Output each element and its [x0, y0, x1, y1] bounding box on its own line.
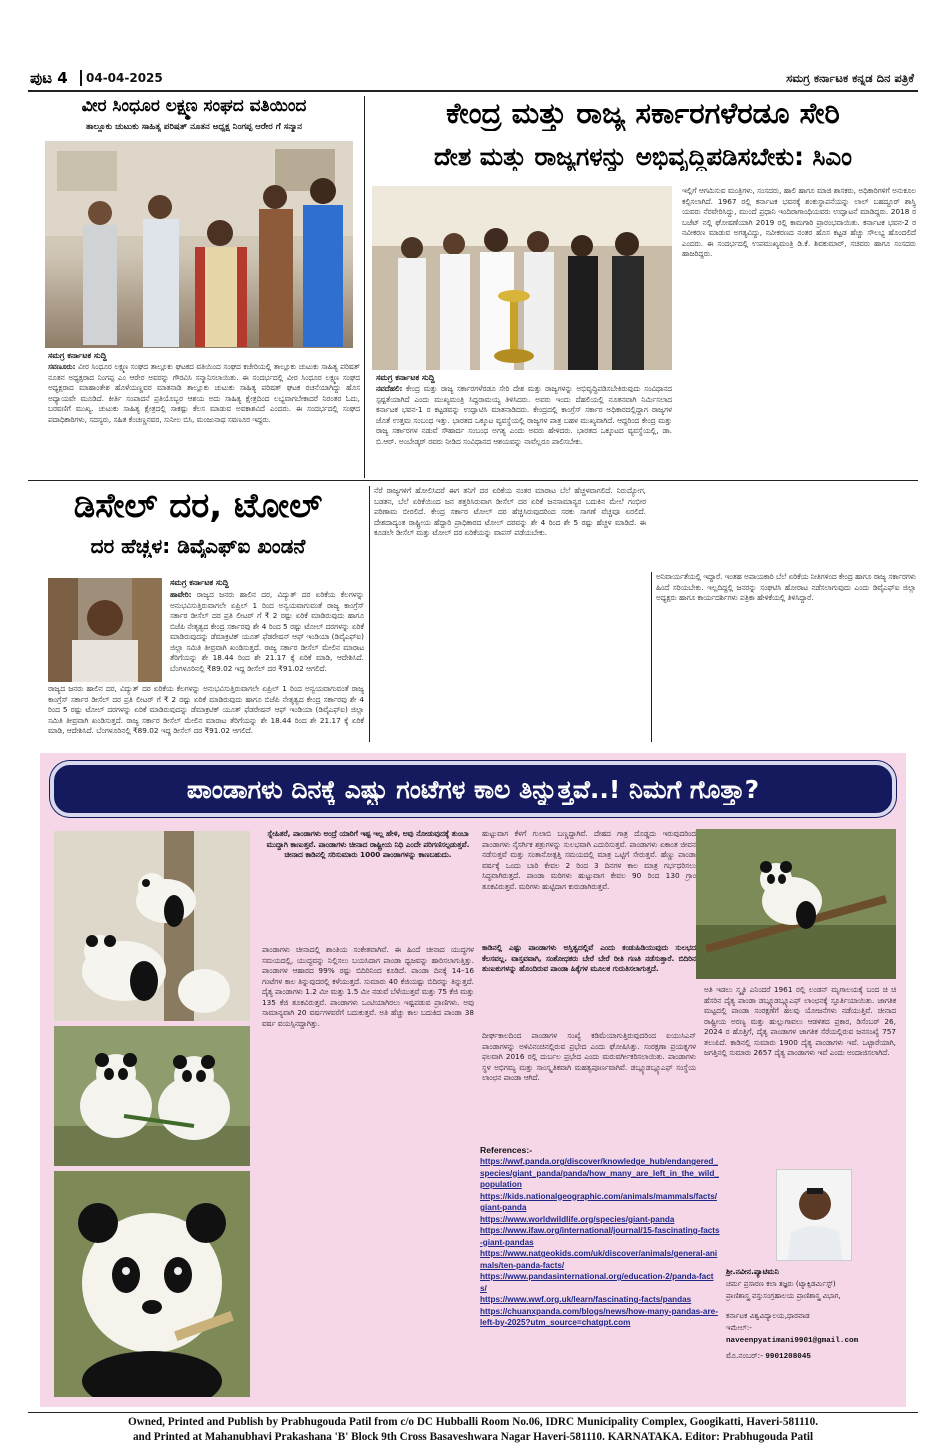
feature-col1-body: ಪಾಂಡಾಗಳು ಚೀನಾದಲ್ಲಿ ಶಾಂತಿಯ ಸಂಕೇತವಾಗಿವೆ. ಈ ಹಿಂದೆ ಚೀನಾದ ಯುದ್ಧಗಳ ಸಮಯದಲ್ಲಿ, ಯುದ್ಧವನ್ನು ನಿಲ್ಲಿಸಲು ಬಯಸಿದಾಗ ಪಾಂಡಾ ಧ್ವಜವನ್ನು ಹಾರಿಸಲಾಗುತ್ತಿತ್ತು. ಪಾಂಡಾಗಳ ಆಹಾರದ 99% ರಷ್ಟು ಬಿದಿರಿನಿಂದ ಕೂಡಿದೆ. ಪಾಂಡಾ ದಿನಕ್ಕೆ 14–16 ಗಂಟೆಗಳ ಕಾಲ ತಿನ್ನುವುದರಲ್ಲಿ ಕಳೆಯುತ್ತದೆ. ಸುಮಾರು 40 ಕೆಜಿಯಷ್ಟು ಬಿದಿರನ್ನು ತಿನ್ನುತ್ತದೆ. ದೈತ್ಯ ಪಾಂಡಾಗಳು 1.2 ಮೀ ಮತ್ತು 1.5 ಮೀ ನಡುವೆ ಬೆಳೆಯುತ್ತವೆ ಮತ್ತು 75 ಕೆಜಿ ಮತ್ತು 135 ಕೆಜಿ ತೂಕವಿರುತ್ತವೆ. ಪಾಂಡಾಗಳು ಒಂಟಿಯಾಗಿರಲು ಇಷ್ಟಪಡುವ ಪ್ರಾಣಿಗಳು. ಅವು ಸಾಮಾನ್ಯವಾಗಿ 20 ವರ್ಷಗಳವರೆಗೆ ಬದುಕುತ್ತವೆ. ಅತಿ ಹೆಚ್ಚು ಕಾಲ ಬದುಕಿದ ಪಾಂಡಾ 38 ವರ್ಷ ವಯಸ್ಸಿನದ್ದಾಗಿತ್ತು. — [262, 945, 474, 1028]
story3-headline-1: ಡಿಸೇಲ್ ದರ, ಟೋಲ್ — [73, 486, 323, 526]
story1-dateline: ಸವಣೂರು: — [48, 362, 76, 371]
feature-col2-body2-wrap — [482, 1031, 696, 1141]
feature-col2-body1: ಹುಟ್ಟುವಾಗ ಕೆಳಗೆ ಗುಲಾಬಿ ಬಣ್ಣದ್ದಾಗಿವೆ. ದೇಹದ ಗಾತ್ರ ದೊಡ್ಡದು ಇರುವುದರಿಂದ ಪಾಂಡಾಗಳು ನೈಸರ್ಗಿಕ ಶತ್ರುಗಳನ್ನು ಸುಲಭವಾಗಿ ಎದುರಿಸುತ್ತವೆ. ಪಾಂಡಾಗಳು ಏಕಾಂತ ಜೀವನ ನಡೆಸುತ್ತವೆ ಮತ್ತು ಸಂತಾನೋತ್ಪತ್ತಿ ಸಮಯದಲ್ಲಿ ಮಾತ್ರ ಒಟ್ಟಿಗೆ ಸೇರುತ್ತವೆ. ಹೆಣ್ಣು ಪಾಂಡಾ ವರ್ಷಕ್ಕೆ ಒಂದು ಬಾರಿ ಕೇವಲ 2 ರಿಂದ 3 ದಿನಗಳ ಕಾಲ ಮಾತ್ರ ಗರ್ಭಧರಿಸಲು ಸಿದ್ಧವಾಗಿರುತ್ತದೆ. ಪಾಂಡಾ ಮರಿಗಳು ಹುಟ್ಟುವಾಗ ಕೇವಲ 90 ರಿಂದ 130 ಗ್ರಾಂ ತೂಕವಿರುತ್ತವೆ. ಮರಿಗಳು ಹುಟ್ಟಿದಾಗ ಕುರುಡಾಗಿರುತ್ತವೆ. — [482, 829, 696, 891]
feature-col2-body1-wrap — [482, 829, 696, 939]
author-phone-label: ಮೊ.ನಂಬರ್:- — [726, 1351, 763, 1360]
story2-body-left: ಕೇಂದ್ರ ಮತ್ತು ರಾಜ್ಯ ಸರ್ಕಾರಗಳೆರಡೂ ಸೇರಿ ದೇಶ ಮತ್ತು ರಾಜ್ಯಗಳನ್ನು ಅಭಿವೃದ್ಧಿಪಡಿಸಬೇಕಿರುವುದು ಸಂವಿಧಾನದ ಸ್ಪಷ್ಟತೆಯಾಗಿದೆ ಎಂದು ಮುಖ್ಯಮಂತ್ರಿ ಸಿದ್ದರಾಮಯ್ಯ ತಿಳಿಸಿದರು. ಅವರು ಇಂದು ದೆಹಲಿಯಲ್ಲಿ ನೂತನವಾಗಿ ನಿರ್ಮಿಸಲಾದ ಕರ್ನಾಟಕ ಭವನ-1 ರ ಕಟ್ಟಡವನ್ನು ಉದ್ಘಾಟಿಸಿ ಮಾತನಾಡಿದರು. ಕೇಂದ್ರದಲ್ಲಿ ಕಾಂಗ್ರೆಸ್ ಸರ್ಕಾರ ಅಧಿಕಾರದಲ್ಲಿದ್ದಾಗ ರಾಜ್ಯಗಳ ಜೊತೆ ಉತ್ತಮ ಸಂಬಂಧ ಇತ್ತು. ಭಾರತದ ಒಕ್ಕೂಟ ವ್ಯವಸ್ಥೆಯಲ್ಲಿ ರಾಜ್ಯಗಳ ಪಾತ್ರ ಬಹಳ ಮುಖ್ಯವಾಗಿದೆ. ಆದ್ದರಿಂದ ಕೇಂದ್ರ ಮತ್ತು ರಾಜ್ಯ ಸರ್ಕಾರಗಳ ನಡುವೆ ಸೌಹಾರ್ದ ಸಂಬಂಧ ಅಗತ್ಯ ಎಂದು ಅವರು ಹೇಳಿದರು. ಭಾರತದ ಒಕ್ಕೂಟದ ವ್ಯವಸ್ಥೆಯಲ್ಲಿ, ಡಾ. ಬಿ.ಆರ್. ಅಂಬೇಡ್ಕರ್ ರವರು ನೀಡಿದ ಸಂವಿಧಾನದ ಆಶಯವನ್ನು ನಾವೆಲ್ಲರೂ ಪಾಲಿಸಬೇಕು. — [376, 384, 672, 446]
story3-dateline: ಹಾವೇರಿ: — [170, 590, 192, 599]
story3-col2-wrap — [374, 486, 646, 742]
issue-date: 04-04-2025 — [86, 71, 163, 85]
portrait-illustration — [48, 578, 162, 682]
story1-byline: ಸಮಗ್ರ ಕರ್ನಾಟಕ ಸುದ್ದಿ — [48, 351, 107, 360]
reference-link[interactable]: https://www.worldwildlife.org/species/giant-panda — [480, 1214, 675, 1224]
story2-headline-1: ಕೇಂದ್ರ ಮತ್ತು ರಾಜ್ಯ ಸರ್ಕಾರಗಳೆರಡೂ ಸೇರಿ — [446, 96, 840, 130]
story3-body-col3: ಅನಿವಾರ್ಯತೆಯಲ್ಲಿ ಇದ್ದಾರೆ. ಇಂತಹ ಅಪಾಯಕಾರಿ ಬೆಲೆ ಏರಿಕೆಯ ನೀತಿಗಳಿಂದ ಕೇಂದ್ರ ಹಾಗೂ ರಾಜ್ಯ ಸರ್ಕಾರಗಳು ಹಿಂದೆ ಸರಿಯಬೇಕು. ಇಲ್ಲದಿದ್ದಲ್ಲಿ ಜನರನ್ನು ಸಂಘಟಿಸಿ ಹೋರಾಟ ನಡೆಸಲಾಗುವುದು ಎಂದು ಡಿವೈಎಫ್‌ಐ ಜಿಲ್ಲಾ ಅಧ್ಯಕ್ಷರು ಹಾಗೂ ಕಾರ್ಯದರ್ಶಿಗಳು ಪತ್ರಿಕಾ ಹೇಳಿಕೆಯಲ್ಲಿ ತಿಳಿಸಿದ್ದಾರೆ. — [656, 572, 916, 602]
lamp-lighting-illustration — [372, 186, 672, 370]
masthead-rule — [28, 90, 918, 92]
story3-byline: ಸಮಗ್ರ ಕರ್ನಾಟಕ ಸುದ್ದಿ — [170, 578, 229, 587]
panda-photo-cub — [696, 829, 896, 979]
feature-col2-body2: ದೀರ್ಘಕಾಲದಿಂದ ಪಾಂಡಾಗಳ ಸಂಖ್ಯೆ ಕಡಿಮೆಯಾಗುತ್ತಿರುವುದರಿಂದ ಐಯುಸಿಎನ್ ಪಾಂಡಾಗಳನ್ನು ಅಳಿವಿನಂಚಿನಲ್ಲಿರುವ ಪ್ರಭೇದ ಎಂದು ಘೋಷಿಸಿತ್ತು. ಸಂರಕ್ಷಣಾ ಪ್ರಯತ್ನಗಳ ಫಲವಾಗಿ 2016 ರಲ್ಲಿ ದುರ್ಬಲ ಪ್ರಭೇದ ಎಂದು ಮರುವರ್ಗೀಕರಿಸಲಾಯಿತು. ಪಾಂಡಾಗಳು ಸ್ಥಳ ಅಭಿಗಮ್ಯ ಮತ್ತು ಸಾಂಸ್ಕೃತಿಕವಾಗಿ ಮಹತ್ವಪೂರ್ಣವಾಗಿವೆ. ಡಬ್ಲ್ಯೂಡಬ್ಲ್ಯೂಎಫ್ ಸಂಸ್ಥೆಯ ಲಾಂಛನ ಪಾಂಡಾ ಆಗಿದೆ. — [482, 1031, 696, 1082]
author-photo — [776, 1169, 852, 1261]
story2-headline-2: ದೇಶ ಮತ್ತು ರಾಜ್ಯಗಳನ್ನು ಅಭಿವೃದ್ಧಿಪಡಿಸಬೇಕು: ಸಿಎಂ — [433, 142, 852, 171]
feature-col1-lead-wrap — [262, 829, 474, 941]
story3-col3-wrap — [656, 572, 916, 742]
story1-photo — [45, 141, 353, 348]
story2-photo — [372, 186, 672, 370]
author-name: ಶ್ರೀ.ನವೀನ.ಪ್ಯಾಟಿಮನಿ — [726, 1267, 779, 1276]
story2-body-left-wrap — [376, 384, 672, 476]
panda-photo-bamboo — [54, 1026, 250, 1166]
section-rule — [28, 480, 918, 481]
author-university: ಕರ್ನಾಟಕ ವಿಶ್ವವಿದ್ಯಾಲಯ,ಧಾರವಾಡ — [726, 1311, 810, 1320]
author-portrait-illustration — [777, 1170, 852, 1261]
panda-on-tree-illustration — [54, 831, 250, 1021]
reference-link[interactable]: https://www.wwf.org.uk/learn/fascinating-facts/pandas — [480, 1295, 692, 1304]
feature-col1-lead: ಸ್ನೇಹಿತರೆ, ಪಾಂಡಾಗಳು ಅಂದ್ರೆ ಯಾರಿಗೆ ಇಷ್ಟ ಇಲ್ಲ ಹೇಳಿ, ಅವು ನೋಡುವುದಕ್ಕೆ ತುಂಬಾ ಮುದ್ದಾಗಿ ಕಾಣುತ್ತವೆ. ಪಾಂಡಾಗಳು ಚೀನಾದ ರಾಷ್ಟ್ರೀಯ ನಿಧಿ ಎಂದೇ ಪರಿಗಣಿಸಲ್ಪಡುತ್ತವೆ. ಚೀನಾದ ಕಾಡಿನಲ್ಲಿ ಸರಿಸುಮಾರು 1000 ಪಾಂಡಾಗಳನ್ನು ಕಾಣಬಹುದು. — [266, 829, 470, 859]
footer-rule — [28, 1412, 918, 1413]
page-label: ಪುಟ 4 — [30, 69, 68, 87]
panda-photo-closeup — [54, 1171, 250, 1397]
story3-col1-tail — [48, 684, 364, 742]
reference-link[interactable]: https://chuanxpanda.com/blogs/news/how-many-pandas-are-left-by-2025?utm_source=chatgpt.com — [480, 1306, 718, 1327]
story2-body-right: ಇಲ್ಲಿಗೆ ಆಗಮಿಸುವ ಮಂತ್ರಿಗಳು, ಸಂಸದರು, ಹಾಲಿ ಹಾಗೂ ಮಾಜಿ ಶಾಸಕರು, ಅಧಿಕಾರಿಗಳಿಗೆ ಅನುಕೂಲ ಕಲ್ಪಿಸಲಾಗಿದೆ. 1967 ರಲ್ಲಿ ಕರ್ನಾಟಕ ಭವನಕ್ಕೆ ಶಂಕುಸ್ಥಾಪನೆಯನ್ನು ಲಾಲ್ ಬಹದ್ದೂರ್ ಶಾಸ್ತ್ರಿ ಯವರು ನೆರವೇರಿಸಿದ್ದು, ಮುಂದೆ ಪ್ರಧಾನಿ ಇಂದಿರಾಗಾಂಧಿಯವರು ಉದ್ಘಾಟನೆ ಮಾಡಿದ್ದರು. 2018 ರ ಬಜೆಟ್ ನಲ್ಲಿ ಘೋಷಣೆಯಾಗಿ 2019 ರಲ್ಲಿ ಕಾಮಗಾರಿ ಪ್ರಾರಂಭವಾಯಿತು. ಕರ್ನಾಟಕ ಭವನ-2 ರ ನವೀಕರಣ ಮಾಡುವ ಅಗತ್ಯವಿದ್ದು, ನವೀಕರಣದ ನಂತರ ಹೊಸ ಕಟ್ಟಡ ಹೆಚ್ಚು ಸೌಲಭ್ಯ ಹೊಂದಲಿದೆ ಎಂದರು. ಈ ಸಂದರ್ಭದಲ್ಲಿ ಉಪಮುಖ್ಯಮಂತ್ರಿ ಡಿ.ಕೆ. ಶಿವಕುಮಾರ್, ಸಚಿವರು ಹಾಗೂ ಸಂಸದರು ಹಾಜರಿದ್ದರು. — [682, 186, 916, 258]
story1-body: ವೀರ ಸಿಂಧೂರ ಲಕ್ಷ್ಮಣ ಸಂಘದ ತಾಲ್ಲೂಕು ಘಟಕದ ವತಿಯಿಂದ ಸಂಘದ ಕಚೇರಿಯಲ್ಲಿ ತಾಲ್ಲೂಕು ಚುಟುಕು ಸಾಹಿತ್ಯ ಪರಿಷತ್ ನೂತನ ಅಧ್ಯಕ್ಷರಾದ ನಿಂಗಪ್ಪ ಎಂ ಆರೇರ ಅವರನ್ನು ಗೌರವಿಸಿ ಸನ್ಮಾನಿಸಲಾಯಿತು. ಈ ಸಂದರ್ಭದಲ್ಲಿ ವೀರ ಸಿಂಧೂರ ಲಕ್ಷ್ಮಣ ಸಂಘದ ಅಧ್ಯಕ್ಷರಾದ ಮಾಹಾಂತೇಶ ಹೊಳೆಯಣ್ಣವರ ಮಾತನಾಡಿ ತಾಲ್ಲೂಕು ಚುಟುಕು ಸಾಹಿತ್ಯ ಪರಿಷತ್ ಘಟಕ ರಚನೆಯಾಗಿದ್ದು ಹೊಸ ಅಧ್ಯಾಯವೇ ಮೂಡಿದೆ. ಕೀರ್ತಿ ಸಂಪಾದನೆ ಪ್ರತಿಯೊಬ್ಬರ ಆಶಯ ಅದು ಸಾಹಿತ್ಯ ಕ್ಷೇತ್ರದಿಂದ ಲಭ್ಯವಾಗಬೇಕಾದರೆ ನಿರಂತರ ಓದು, ಬರವಣಿಗೆ ಮುಖ್ಯ. ಚುಟುಕು ಸಾಹಿತ್ಯ ಕ್ಷೇತ್ರದಲ್ಲಿ ಸಾಕಷ್ಟು ಕೆಲಸ ಮಾಡುವ ಅವಕಾಶವಿದೆ ಎಂದರು. ಈ ಸಂದರ್ಭದಲ್ಲಿ ಸಂಘದ ಪದಾಧಿಕಾರಿಗಳು, ಸದಸ್ಯರು, ಸಹಿತ ಕೆಂಚಣ್ಣನವರ, ಸುನೀಲ ಬಿಸಿ, ಮಂಜುನಾಥ ಸವಣೂರ ಇದ್ದರು. — [48, 362, 360, 424]
feature-banner-title: ಪಾಂಡಾಗಳು ದಿನಕ್ಕೆ ಎಷ್ಟು ಗಂಟೆಗಳ ಕಾಲ ತಿನ್ನುತ್ತವೆ..! ನಿಮಗೆ ಗೊತ್ತಾ? — [186, 775, 760, 804]
feature-col3-body-wrap — [704, 985, 896, 1161]
author-dept: ಪ್ರಾಣಿಶಾಸ್ತ್ರ ವಸ್ತುಸಂಗ್ರಹಾಲಯ ಪ್ರಾಣಿಶಾಸ್ತ್ರ ವಿಭಾಗ, — [726, 1291, 841, 1300]
masthead-divider — [80, 70, 82, 86]
references-label: References:- — [480, 1145, 533, 1155]
masthead — [28, 68, 918, 88]
story3-body-col2: ನೆರೆ ರಾಜ್ಯಗಳಿಗೆ ಹೋಲಿಸಿದರೆ ಈಗ ತನಿಗೆ ದರ ಏರಿಕೆಯ ನಂತರ ಮಾರಾಟ ಬೆಲೆ ಹೆಚ್ಚಳವಾಗಲಿದೆ. ನಿರುದ್ಯೋಗ, ಬಡತನ, ಬೆಲೆ ಏರಿಕೆಯಿಂದ ಜನ ತತ್ತರಿಸಿರುವಾಗ ಡೀಸೆಲ್ ದರ ಏರಿಕೆ ಜನಸಾಮಾನ್ಯರ ಬದುಕಿನ ಮೇಲೆ ಗಂಭೀರ ಪರಿಣಾಮ ಬೀರಲಿದೆ. ಕೇಂದ್ರ ಸರ್ಕಾರ ಟೋಲ್ ದರ ಹೆಚ್ಚಿಸಿರುವುದರಿಂದ ಸರಕು ಸಾಗಣೆ ವೆಚ್ಚವೂ ಏರಲಿದೆ. ದೇಶದಾದ್ಯಂತ ರಾಷ್ಟ್ರೀಯ ಹೆದ್ದಾರಿ ಪ್ರಾಧಿಕಾರದ ಟೋಲ್ ದರವನ್ನು ಶೇ 4 ರಿಂದ ಶೇ 5 ರಷ್ಟು ಹೆಚ್ಚಳ ಮಾಡಿದೆ. ಈ ಕೂಡಲೇ ಡೀಸೆಲ್ ಮತ್ತು ಟೋಲ್ ದರ ಏರಿಕೆಯನ್ನು ವಾಪಸ್ ಪಡೆಯಬೇಕು. — [374, 486, 646, 537]
story-cm-karnataka-bhavan — [368, 94, 918, 478]
reference-link[interactable]: https://www.ifaw.org/international/journal/15-fascinating-facts-giant-pandas — [480, 1226, 720, 1247]
story1-subhead: ತಾಲ್ಲೂಕು ಚುಟುಕು ಸಾಹಿತ್ಯ ಪರಿಷತ್ ನೂತನ ಅಧ್ಯಕ್ಷ ನಿಂಗಪ್ಪ ಆರೇರ ಗೆ ಸನ್ಮಾನ — [85, 122, 303, 132]
imprint-line-2: and Printed at Mahanubhavi Prakashana 'B' Block 9th Cross Basaveshwara Nagar Haveri-581110. KARNATAKA. Editor: Prabhugouda Patil — [132, 1431, 814, 1443]
author-email-label: ಇಮೇಲ್:- — [726, 1323, 752, 1332]
author-phone-row — [726, 1351, 900, 1361]
author-email[interactable]: naveenpyatimani9901@gmail.com — [726, 1337, 859, 1345]
references-block — [480, 1145, 720, 1401]
story1-body-wrap — [48, 362, 360, 474]
story3-body-col1-cont: ರಾಜ್ಯದ ಜನರು ಹಾಲಿನ ದರ, ವಿದ್ಯುತ್ ದರ ಏರಿಕೆಯ ಕೆಲಗಳನ್ನು ಅನುಭವಿಸುತ್ತಿರುವಾಗಲೇ ಏಪ್ರಿಲ್ 1 ರಿಂದ ಅನ್ವಯವಾಗುವಂತೆ ರಾಜ್ಯ ಕಾಂಗ್ರೆಸ್ ಸರ್ಕಾರ ಡೀಸೆಲ್ ದರ ಪ್ರತಿ ಲೀಟರ್ ಗೆ ₹ 2 ರಷ್ಟು ಏರಿಕೆ ಮಾಡಿರುವುದು ಹಾಗೂ ಬಿಜೆಪಿ ನೇತೃತ್ವದ ಕೇಂದ್ರ ಸರ್ಕಾರವು ಶೇ 4 ರಿಂದ 5 ರಷ್ಟು ಟೋಲ್ ದರಗಳನ್ನು ಏರಿಕೆ ಮಾಡಿರುವುದನ್ನು ಡೆಮಾಕ್ರಟಿಕ್ ಯೂತ್ ಫೆಡರೇಷನ್ ಆಫ್ ಇಂಡಿಯಾ (ಡಿವೈಎಫ್‌ಐ) ಜಿಲ್ಲಾ ಸಮಿತಿ ತೀವ್ರವಾಗಿ ಖಂಡಿಸುತ್ತದೆ. ರಾಜ್ಯ ಸರ್ಕಾರ ಡೀಸೆಲ್ ಮೇಲಿನ ಮಾರಾಟ ತೆರಿಗೆಯನ್ನು ಶೇ 18.44 ರಿಂದ ಶೇ 21.17 ಕ್ಕೆ ಏರಿಕೆ ಮಾಡಿ, ಆದೇಶಿಸಿದೆ. ಬೆಂಗಳೂರಿನಲ್ಲಿ ₹89.02 ಇದ್ದ ಡೀಸೆಲ್ ದರ ₹91.02 ಆಗಲಿದೆ. — [48, 684, 364, 735]
story-sangha-felicitation — [28, 94, 360, 476]
story3-headline-2: ದರ ಹೆಚ್ಚಳ: ಡಿವೈಎಫ್‌ಐ ಖಂಡನೆ — [90, 534, 306, 558]
column-rule — [369, 486, 370, 742]
column-rule — [364, 96, 365, 478]
reference-link[interactable]: https://www.pandasinternational.org/education-2/panda-facts/ — [480, 1272, 714, 1293]
author-role: ಚರ್ಮ ಪ್ರಸಾರಣ ಕಲಾ ತಜ್ಞರು (ಟ್ಯಾಕ್ಸಿಡರ್ಮಿಸ್ಟ್) — [726, 1279, 836, 1288]
reference-link[interactable]: https://wwf.panda.org/discover/knowledge_hub/endangered_species/giant_panda/panda/how_many_are_left_in_the_wild_population — [480, 1157, 719, 1189]
panda-photo-tree — [54, 831, 250, 1021]
feature-col3-body: ಅತಿ ಇಡಲು ಸ್ಮೃತಿ ಎನಿಂದರೆ 1961 ರಲ್ಲಿ ಲಂಡನ್ ಮೃಗಾಲಯಕ್ಕೆ ಬಂದ ಚಿ ಚಿ ಹೆಸರಿನ ದೈತ್ಯ ಪಾಂಡಾ ಡಬ್ಲ್ಯೂಡಬ್ಲ್ಯೂಎಫ್ ಲಾಂಛನಕ್ಕೆ ಸ್ಫೂರ್ತಿಯಾಯಿತು. ಜಾಗತಿಕ ಮಟ್ಟದಲ್ಲಿ ಪಾಂಡಾ ಸಂರಕ್ಷಣೆಗೆ ಹಲವು ಯೋಜನೆಗಳು ನಡೆಯುತ್ತಿವೆ. ಚೀನಾದ ರಾಷ್ಟ್ರೀಯ ಅರಣ್ಯ ಮತ್ತು ಹುಲ್ಲುಗಾವಲು ಆಡಳಿತದ ಪ್ರಕಾರ, ಡಿಸೆಂಬರ್ 26, 2024 ರ ಹೊತ್ತಿಗೆ, ದೈತ್ಯ ಪಾಂಡಾಗಳ ಜಾಗತಿಕ ಸೆರೆಯಲ್ಲಿರುವ ಜನಸಂಖ್ಯೆ 757 ತಲುಪಿದೆ. ಕಾಡಿನಲ್ಲಿ ಸುಮಾರು 1900 ದೈತ್ಯ ಪಾಂಡಾಗಳು ಇವೆ. ಒಟ್ಟಾರೆಯಾಗಿ, ಜಗತ್ತಿನಲ್ಲಿ ಸುಮಾರು 2657 ದೈತ್ಯ ಪಾಂಡಾಗಳು ಇವೆ ಎಂದು ಅಂದಾಜಿಸಲಾಗಿದೆ. — [704, 985, 896, 1057]
pandas-eating-illustration — [54, 1026, 250, 1166]
feature-col2-bold: ಕಾಡಿನಲ್ಲಿ ಎಷ್ಟು ಪಾಂಡಾಗಳು ಅಸ್ತಿತ್ವದಲ್ಲಿವೆ ಎಂದು ಕಂಡುಹಿಡಿಯುವುದು ಸುಲಭದ ಕೆಲಸವಲ್ಲ. ವಾಸ್ತವವಾಗಿ, ಸಂಶೋಧಕರು ಬೇರೆ ಬೇರೆ ರೀತಿ ಗಣತಿ ನಡೆಸುತ್ತಾರೆ. ಬಿದಿರಿನ ತುಣುಕುಗಳನ್ನು ಹೊಂದಿರುವ ಪಾಂಡಾ ಹಿಕ್ಕೆಗಳ ಮೂಲಕ ಗುರುತಿಸಲಾಗುತ್ತದೆ. — [482, 943, 696, 973]
author-box — [726, 1165, 900, 1401]
story2-dateline: ನವದೆಹಲಿ: — [376, 384, 403, 393]
story3-col1-wrap — [170, 590, 364, 682]
story2-body-right-wrap — [682, 186, 916, 476]
reference-link[interactable]: https://www.natgeokids.com/uk/discover/animals/general-animals/ten-panda-facts/ — [480, 1249, 718, 1270]
feature-banner — [50, 761, 896, 817]
panda-cub-illustration — [696, 829, 896, 979]
group-photo-illustration — [45, 141, 353, 348]
imprint-line-1: Owned, Printed and Publish by Prabhugouda Patil from c/o DC Hubballi Room No.06, IDRC Municipality Complex, Googikatti, Haveri-581110. — [127, 1416, 819, 1428]
feature-col2-bold-wrap — [482, 943, 696, 1027]
paper-tagline: ಸಮಗ್ರ ಕರ್ನಾಟಕ ಕನ್ನಡ ದಿನ ಪತ್ರಿಕೆ — [786, 71, 914, 85]
panda-feature — [40, 753, 906, 1407]
column-rule — [651, 572, 652, 742]
feature-col1-body-wrap — [262, 945, 474, 1397]
story3-photo — [48, 578, 162, 682]
story1-headline: ವೀರ ಸಿಂಧೂರ ಲಕ್ಷ್ಮಣ ಸಂಘದ ವತಿಯಿಂದ — [81, 96, 307, 116]
reference-link[interactable]: https://kids.nationalgeographic.com/animals/mammals/facts/giant-panda — [480, 1191, 718, 1212]
story2-byline: ಸಮಗ್ರ ಕರ್ನಾಟಕ ಸುದ್ದಿ — [376, 373, 435, 382]
story-dyfi-protest — [28, 482, 918, 744]
story3-body-col1: ರಾಜ್ಯದ ಜನರು ಹಾಲಿನ ದರ, ವಿದ್ಯುತ್ ದರ ಏರಿಕೆಯ ಕೆಲಗಳನ್ನು ಅನುಭವಿಸುತ್ತಿರುವಾಗಲೇ ಏಪ್ರಿಲ್ 1 ರಿಂದ ಅನ್ವಯವಾಗುವಂತೆ ರಾಜ್ಯ ಕಾಂಗ್ರೆಸ್ ಸರ್ಕಾರ ಡೀಸೆಲ್ ದರ ಪ್ರತಿ ಲೀಟರ್ ಗೆ ₹ 2 ರಷ್ಟು ಏರಿಕೆ ಮಾಡಿರುವುದು ಹಾಗೂ ಬಿಜೆಪಿ ನೇತೃತ್ವದ ಕೇಂದ್ರ ಸರ್ಕಾರವು ಶೇ 4 ರಿಂದ 5 ರಷ್ಟು ಟೋಲ್ ದರಗಳನ್ನು ಏರಿಕೆ ಮಾಡಿರುವುದನ್ನು ಡೆಮಾಕ್ರಟಿಕ್ ಯೂತ್ ಫೆಡರೇಷನ್ ಆಫ್ ಇಂಡಿಯಾ (ಡಿವೈಎಫ್‌ಐ) ಜಿಲ್ಲಾ ಸಮಿತಿ ತೀವ್ರವಾಗಿ ಖಂಡಿಸುತ್ತದೆ. ರಾಜ್ಯ ಸರ್ಕಾರ ಡೀಸೆಲ್ ಮೇಲಿನ ಮಾರಾಟ ತೆರಿಗೆಯನ್ನು ಶೇ 18.44 ರಿಂದ ಶೇ 21.17 ಕ್ಕೆ ಏರಿಕೆ ಮಾಡಿ, ಆದೇಶಿಸಿದೆ. ಬೆಂಗಳೂರಿನಲ್ಲಿ ₹89.02 ಇದ್ದ ಡೀಸೆಲ್ ದರ ₹91.02 ಆಗಲಿದೆ. — [170, 590, 364, 673]
panda-closeup-illustration — [54, 1171, 250, 1397]
author-phone[interactable]: 9901208045 — [765, 1353, 811, 1361]
